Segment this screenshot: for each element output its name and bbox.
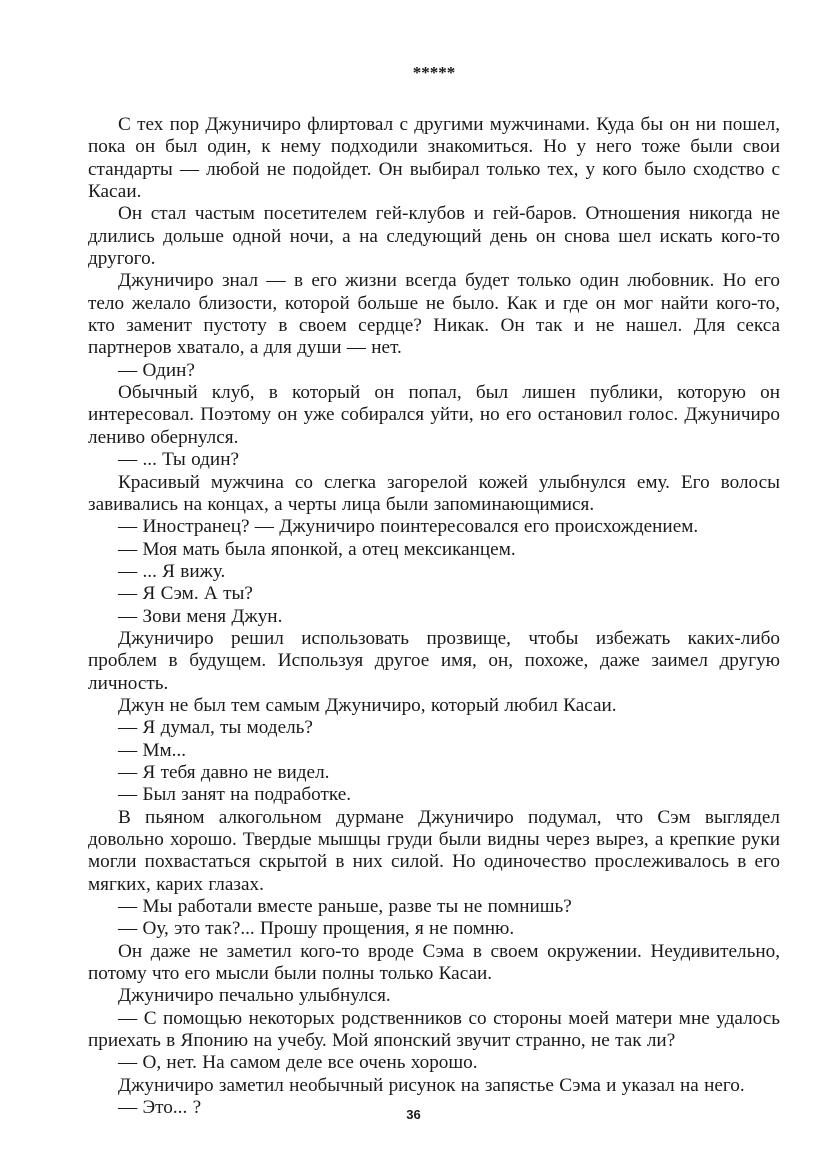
dialogue-line: — Зови меня Джун. xyxy=(118,605,283,627)
paragraph: Джуничиро заметил необычный рисунок на запястье Сэма и указал на него. xyxy=(118,1074,745,1096)
section-separator: ***** xyxy=(412,63,456,82)
paragraph: Он стал частым посетителем гей-клубов и гей-баров. Отношения никогда не длились дольше одной ночи, а на следующий день он снова шел искать кого-то другого. xyxy=(88,203,780,270)
paragraph: Красивый мужчина со слегка загорелой кожей улыбнулся ему. Его волосы завивались на концах, а черты лица были запоминающимися. xyxy=(88,471,780,515)
paragraph: Он даже не заметил кого-то вроде Сэма в своем окружении. Неудивительно, потому что его мысли были полны только Касаи. xyxy=(88,940,780,985)
dialogue-line: — ... Ты один? xyxy=(118,449,239,471)
body-text xyxy=(88,114,780,1119)
paragraph: С тех пор Джуничиро флиртовал с другими мужчинами. Куда бы он ни пошел, пока он был один, к нему подходили знакомиться. Но у него тоже были свои стандарты — любой не подойдет. Он выбирал только тех, у кого было сходство с Касаи. xyxy=(88,114,780,203)
dialogue-line: — Оу, это так?... Прошу прощения, я не помню. xyxy=(118,918,515,940)
document-page xyxy=(88,62,780,1119)
dialogue-line: — С помощью некоторых родственников со стороны моей матери мне удалось приехать в Японию на учебу. Мой японский звучит странно, не так ли? xyxy=(88,1007,780,1052)
dialogue-line: — Один? xyxy=(118,359,195,381)
paragraph: Джуничиро печально улыбнулся. xyxy=(118,985,391,1007)
dialogue-line: — О, нет. На самом деле все очень хорошо. xyxy=(118,1052,478,1074)
paragraph: В пьяном алкогольном дурмане Джуничиро подумал, что Сэм выглядел довольно хорошо. Твердые мышцы груди были видны через вырез, а крепкие руки могли похвастаться скрытой в них силой. Но одиночество прослеживалось в его мягких, карих глазах. xyxy=(88,806,780,895)
dialogue-line: — Мм... xyxy=(118,739,187,761)
page-number: 36 xyxy=(406,1107,421,1122)
dialogue-line: — Это... ? xyxy=(118,1097,202,1119)
dialogue-line: — Был занят на подработке. xyxy=(118,784,352,806)
dialogue-line: — Иностранец? — Джуничиро поинтересовался его происхождением. xyxy=(118,516,699,538)
dialogue-line: — Я думал, ты модель? xyxy=(118,717,313,739)
paragraph: Джуничиро знал — в его жизни всегда будет только один любовник. Но его тело желало близости, которой больше не было. Как и где он мог найти кого-то, кто заменит пустоту в своем сердце? Никак. Он так и не нашел. Для секса партнеров хватало, а для души — нет. xyxy=(88,270,780,359)
paragraph: Обычный клуб, в который он попал, был лишен публики, которую он интересовал. Поэтому он уже собирался уйти, но его остановил голос. Джуничиро лениво обернулся. xyxy=(88,382,780,448)
dialogue-line: — Моя мать была японкой, а отец мексиканцем. xyxy=(118,538,516,560)
paragraph: Джун не был тем самым Джуничиро, который любил Касаи. xyxy=(118,694,617,716)
dialogue-line: — Я Сэм. А ты? xyxy=(118,583,253,605)
dialogue-line: — ... Я вижу. xyxy=(118,560,226,582)
dialogue-line: — Мы работали вместе раньше, разве ты не помнишь? xyxy=(118,896,572,918)
paragraph: Джуничиро решил использовать прозвище, чтобы избежать каких-либо проблем в будущем. Используя другое имя, он, похоже, даже заимел другую личность. xyxy=(88,627,780,694)
dialogue-line: — Я тебя давно не видел. xyxy=(118,761,330,783)
